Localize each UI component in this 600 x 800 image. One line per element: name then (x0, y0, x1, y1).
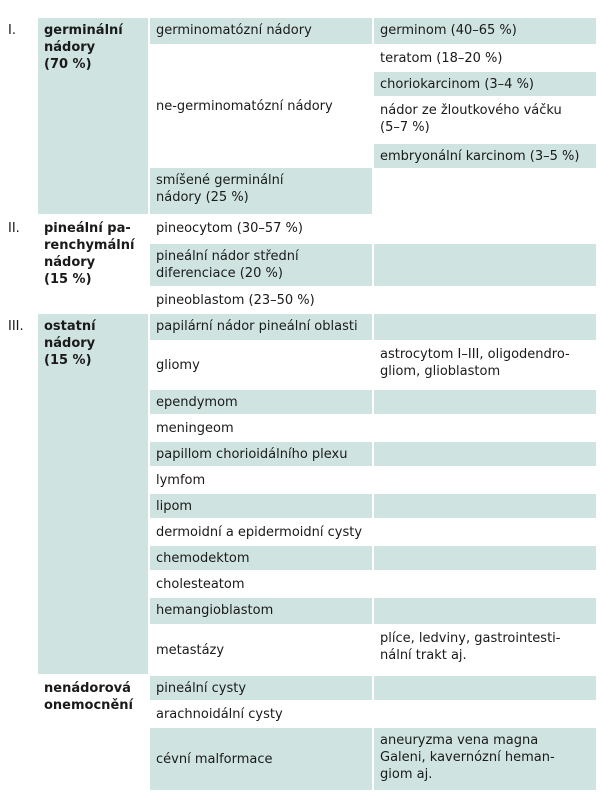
detail-cell: aneuryzma vena magna Galeni, kavernózní heman- giom aj. (374, 728, 596, 790)
subtype-cell: pineální nádor střední diferenciace (20 %) (150, 244, 372, 286)
subtype-cell: ependymom (150, 390, 372, 414)
detail-cell-empty (374, 442, 596, 466)
subtype-cell: lymfom (150, 468, 372, 492)
detail-cell-empty (374, 676, 596, 700)
detail-cell-empty (374, 314, 596, 340)
group-1-number: I. (4, 18, 36, 44)
subtype-cell: arachnoidální cysty (150, 702, 372, 726)
detail-cell-empty (374, 546, 596, 570)
group-2-number: II. (4, 216, 36, 242)
subtype-cell: papillom chorioidálního plexu (150, 442, 372, 466)
detail-cell-empty (374, 216, 596, 242)
subtype-cell: lipom (150, 494, 372, 518)
detail-cell-empty (374, 244, 596, 286)
detail-cell-empty (374, 572, 596, 596)
detail-cell: germinom (40–65 %) (374, 18, 596, 44)
subtype-cell: cévní malformace (150, 728, 372, 790)
detail-cell-empty (374, 468, 596, 492)
detail-cell: astrocytom I–III, oligodendro- gliom, glioblastom (374, 342, 596, 388)
group-3-number: III. (4, 314, 36, 340)
detail-cell-empty (374, 390, 596, 414)
detail-cell-empty (374, 494, 596, 518)
subtype-cell: meningeom (150, 416, 372, 440)
subtype-cell: pineoblastom (23–50 %) (150, 288, 372, 312)
subtype-cell: hemangioblastom (150, 598, 372, 624)
subtype-cell: ne-germinomatózní nádory (150, 46, 372, 166)
subtype-cell: smíšené germinální nádory (25 %) (150, 168, 372, 214)
detail-cell: teratom (18–20 %) (374, 46, 596, 70)
group-4-category: nenádorová onemocnění (38, 676, 148, 790)
subtype-cell: pineální cysty (150, 676, 372, 700)
group-2-category: pineální pa- renchymální nádory (15 %) (38, 216, 148, 312)
subtype-cell: papilární nádor pineální oblasti (150, 314, 372, 340)
detail-cell-empty (374, 170, 596, 214)
subtype-cell: germinomatózní nádory (150, 18, 372, 44)
subtype-cell: dermoidní a epidermoidní cysty (150, 520, 372, 544)
detail-cell-empty (374, 520, 596, 544)
group-1-category: germinální nádory (70 %) (38, 18, 148, 214)
detail-cell: plíce, ledviny, gastrointesti- nální trakt aj. (374, 626, 596, 674)
detail-cell: nádor ze žloutkového váčku (5–7 %) (374, 98, 596, 142)
subtype-cell: metastázy (150, 626, 372, 674)
subtype-cell: pineocytom (30–57 %) (150, 216, 372, 242)
detail-cell-empty (374, 702, 596, 726)
subtype-cell: chemodektom (150, 546, 372, 570)
detail-cell: choriokarcinom (3–4 %) (374, 72, 596, 96)
group-3-category: ostatní nádory (15 %) (38, 314, 148, 674)
detail-cell-empty (374, 598, 596, 624)
detail-cell: embryonální karcinom (3–5 %) (374, 144, 596, 168)
detail-cell-empty (374, 288, 596, 312)
subtype-cell: gliomy (150, 342, 372, 388)
detail-cell-empty (374, 416, 596, 440)
subtype-cell: cholesteatom (150, 572, 372, 596)
